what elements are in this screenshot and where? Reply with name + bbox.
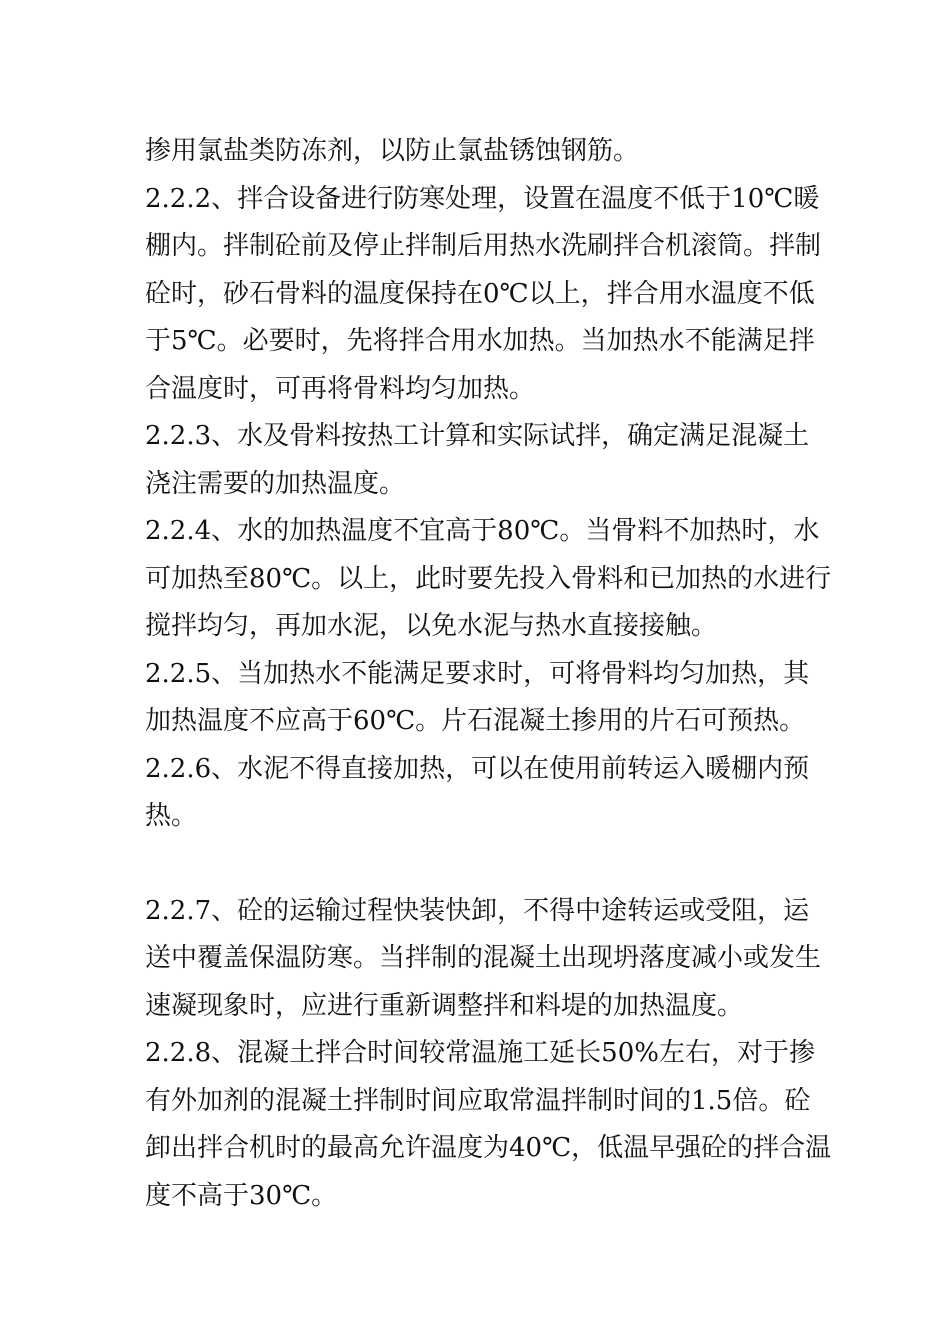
paragraph-2-2-3: 2.2.3、水及骨料按热工计算和实际试拌，确定满足混凝土浇注需要的加热温度。 (145, 421, 810, 499)
paragraph-2-2-5: 2.2.5、当加热水不能满足要求时，可将骨料均匀加热，其加热温度不应高于60℃。片石混凝土掺用的片石可预热。 (145, 658, 810, 736)
paragraph-gap (145, 841, 835, 888)
paragraph-2-2-2: 2.2.2、拌合设备进行防寒处理，设置在温度不低于10℃暖棚内。拌制砼前及停止拌制后用热水洗刷拌合机滚筒。拌制砼时，砂石骨料的温度保持在0℃以上，拌合用水温度不低于5℃。必要时，先将拌合用水加热。当加热水不能满足拌合温度时，可再将骨料均匀加热。 (145, 183, 822, 404)
document-body (145, 128, 835, 1220)
paragraph-2-2-4: 2.2.4、水的加热温度不宜高于80℃。当骨料不加热时，水可加热至80℃。以上，此时要先投入骨料和已加热的水进行搅拌均匀，再加水泥，以免水泥与热水直接接触。 (145, 516, 832, 641)
paragraph-2-2-8: 2.2.8、混凝土拌合时间较常温施工延长50%左右，对于掺有外加剂的混凝土拌制时间应取常温拌制时间的1.5倍。砼卸出拌合机时的最高允许温度为40℃，低温早强砼的拌合温度不高于30℃。 (145, 1038, 832, 1211)
paragraph-2-2-6: 2.2.6、水泥不得直接加热，可以在使用前转运入暖棚内预热。 (145, 753, 810, 831)
paragraph-2-2-7: 2.2.7、砼的运输过程快装快卸，不得中途转运或受阻，运送中覆盖保温防寒。当拌制的混凝土出现坍落度减小或发生速凝现象时，应进行重新调整拌和料堤的加热温度。 (145, 895, 822, 1021)
paragraph-continuation: 掺用氯盐类防冻剂，以防止氯盐锈蚀钢筋。 (145, 136, 640, 166)
